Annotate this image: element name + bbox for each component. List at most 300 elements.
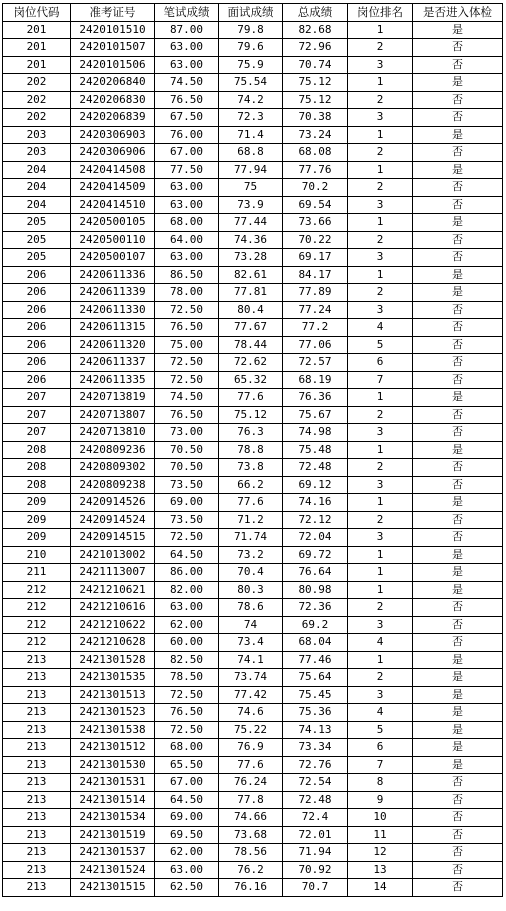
total-score-cell: 70.22 [283, 231, 348, 249]
written-score-cell: 73.00 [155, 424, 219, 442]
written-score-cell: 87.00 [155, 21, 219, 39]
exam-number-cell: 2420306903 [71, 126, 155, 144]
written-score-cell: 86.50 [155, 266, 219, 284]
post-rank-cell: 4 [348, 704, 413, 722]
post-rank-cell: 1 [348, 266, 413, 284]
table-row [3, 441, 503, 459]
medical-check-cell: 否 [413, 476, 503, 494]
post-code-cell: 205 [3, 214, 71, 232]
medical-check-cell: 是 [413, 441, 503, 459]
table-row [3, 634, 503, 652]
total-score-cell: 70.74 [283, 56, 348, 74]
exam-number-cell: 2420611339 [71, 284, 155, 302]
interview-score-cell: 76.2 [219, 861, 283, 879]
written-score-cell: 64.00 [155, 231, 219, 249]
interview-score-cell: 71.2 [219, 511, 283, 529]
interview-score-cell: 68.8 [219, 144, 283, 162]
total-score-cell: 75.12 [283, 74, 348, 92]
table-row [3, 91, 503, 109]
total-score-cell: 69.2 [283, 616, 348, 634]
exam-number-cell: 2421301537 [71, 844, 155, 862]
post-rank-cell: 3 [348, 56, 413, 74]
exam-number-cell: 2420500105 [71, 214, 155, 232]
post-code-cell: 212 [3, 599, 71, 617]
post-rank-cell: 7 [348, 371, 413, 389]
post-rank-cell: 1 [348, 441, 413, 459]
interview-score-cell: 77.81 [219, 284, 283, 302]
medical-check-cell: 否 [413, 406, 503, 424]
table-row [3, 791, 503, 809]
exam-number-cell: 2421301523 [71, 704, 155, 722]
post-code-cell: 213 [3, 756, 71, 774]
interview-score-cell: 76.9 [219, 739, 283, 757]
post-code-cell: 201 [3, 56, 71, 74]
post-rank-cell: 3 [348, 196, 413, 214]
post-rank-cell: 3 [348, 616, 413, 634]
post-rank-cell: 6 [348, 739, 413, 757]
exam-number-cell: 2420414510 [71, 196, 155, 214]
exam-number-cell: 2420713810 [71, 424, 155, 442]
table-row [3, 284, 503, 302]
written-score-cell: 72.50 [155, 301, 219, 319]
interview-score-cell: 66.2 [219, 476, 283, 494]
interview-score-cell: 77.42 [219, 686, 283, 704]
post-rank-cell: 2 [348, 599, 413, 617]
post-code-cell: 210 [3, 546, 71, 564]
interview-score-cell: 73.74 [219, 669, 283, 687]
total-score-cell: 71.94 [283, 844, 348, 862]
post-code-cell: 213 [3, 721, 71, 739]
header-row [3, 4, 503, 22]
table-row [3, 879, 503, 897]
post-rank-cell: 1 [348, 161, 413, 179]
total-score-cell: 68.19 [283, 371, 348, 389]
post-rank-cell: 2 [348, 669, 413, 687]
table-row [3, 476, 503, 494]
post-code-cell: 201 [3, 39, 71, 57]
medical-check-cell: 否 [413, 861, 503, 879]
interview-score-cell: 74.66 [219, 809, 283, 827]
medical-check-cell: 否 [413, 179, 503, 197]
interview-score-cell: 74 [219, 616, 283, 634]
post-code-cell: 211 [3, 564, 71, 582]
total-score-cell: 72.48 [283, 459, 348, 477]
written-score-cell: 63.00 [155, 861, 219, 879]
exam-number-cell: 2420101507 [71, 39, 155, 57]
written-score-cell: 72.50 [155, 686, 219, 704]
table-row [3, 529, 503, 547]
exam-number-cell: 2420611315 [71, 319, 155, 337]
post-code-cell: 206 [3, 284, 71, 302]
header-post-code: 岗位代码 [3, 4, 71, 22]
header-medical-check: 是否进入体检 [413, 4, 503, 22]
exam-number-cell: 2420206839 [71, 109, 155, 127]
total-score-cell: 69.17 [283, 249, 348, 267]
table-row [3, 861, 503, 879]
interview-score-cell: 79.8 [219, 21, 283, 39]
table-row [3, 494, 503, 512]
post-code-cell: 205 [3, 231, 71, 249]
written-score-cell: 67.00 [155, 774, 219, 792]
post-rank-cell: 1 [348, 21, 413, 39]
post-code-cell: 208 [3, 476, 71, 494]
medical-check-cell: 是 [413, 214, 503, 232]
header-written-score: 笔试成绩 [155, 4, 219, 22]
post-rank-cell: 3 [348, 476, 413, 494]
total-score-cell: 72.54 [283, 774, 348, 792]
medical-check-cell: 否 [413, 424, 503, 442]
total-score-cell: 70.38 [283, 109, 348, 127]
total-score-cell: 76.64 [283, 564, 348, 582]
interview-score-cell: 73.9 [219, 196, 283, 214]
total-score-cell: 72.96 [283, 39, 348, 57]
exam-number-cell: 2420611335 [71, 371, 155, 389]
written-score-cell: 67.00 [155, 144, 219, 162]
written-score-cell: 72.50 [155, 371, 219, 389]
post-rank-cell: 1 [348, 581, 413, 599]
interview-score-cell: 65.32 [219, 371, 283, 389]
medical-check-cell: 是 [413, 161, 503, 179]
table-row [3, 214, 503, 232]
post-code-cell: 213 [3, 879, 71, 897]
post-rank-cell: 2 [348, 406, 413, 424]
written-score-cell: 76.50 [155, 319, 219, 337]
post-code-cell: 203 [3, 144, 71, 162]
written-score-cell: 76.50 [155, 91, 219, 109]
table-header [3, 4, 503, 22]
interview-score-cell: 75.12 [219, 406, 283, 424]
interview-score-cell: 78.44 [219, 336, 283, 354]
exam-number-cell: 2420914515 [71, 529, 155, 547]
total-score-cell: 77.89 [283, 284, 348, 302]
total-score-cell: 72.01 [283, 826, 348, 844]
table-row [3, 126, 503, 144]
table-row [3, 581, 503, 599]
interview-score-cell: 73.2 [219, 546, 283, 564]
interview-score-cell: 73.8 [219, 459, 283, 477]
table-row [3, 564, 503, 582]
total-score-cell: 74.13 [283, 721, 348, 739]
total-score-cell: 72.04 [283, 529, 348, 547]
post-code-cell: 208 [3, 459, 71, 477]
interview-score-cell: 75.54 [219, 74, 283, 92]
total-score-cell: 73.24 [283, 126, 348, 144]
exam-number-cell: 2421301530 [71, 756, 155, 774]
post-rank-cell: 3 [348, 529, 413, 547]
exam-number-cell: 2421301514 [71, 791, 155, 809]
post-rank-cell: 5 [348, 336, 413, 354]
table-row [3, 424, 503, 442]
interview-score-cell: 71.74 [219, 529, 283, 547]
medical-check-cell: 否 [413, 844, 503, 862]
table-row [3, 546, 503, 564]
header-exam-number: 准考证号 [71, 4, 155, 22]
total-score-cell: 76.36 [283, 389, 348, 407]
written-score-cell: 64.50 [155, 546, 219, 564]
written-score-cell: 74.50 [155, 389, 219, 407]
exam-number-cell: 2420611320 [71, 336, 155, 354]
medical-check-cell: 是 [413, 686, 503, 704]
written-score-cell: 73.50 [155, 511, 219, 529]
post-rank-cell: 3 [348, 686, 413, 704]
total-score-cell: 74.16 [283, 494, 348, 512]
medical-check-cell: 否 [413, 371, 503, 389]
post-rank-cell: 3 [348, 301, 413, 319]
medical-check-cell: 是 [413, 546, 503, 564]
written-score-cell: 63.00 [155, 39, 219, 57]
written-score-cell: 63.00 [155, 599, 219, 617]
written-score-cell: 72.50 [155, 354, 219, 372]
post-rank-cell: 13 [348, 861, 413, 879]
exam-number-cell: 2421301519 [71, 826, 155, 844]
post-code-cell: 206 [3, 319, 71, 337]
medical-check-cell: 否 [413, 511, 503, 529]
medical-check-cell: 是 [413, 756, 503, 774]
header-interview-score: 面试成绩 [219, 4, 283, 22]
exam-number-cell: 2421210616 [71, 599, 155, 617]
table-row [3, 109, 503, 127]
exam-number-cell: 2420809238 [71, 476, 155, 494]
total-score-cell: 73.34 [283, 739, 348, 757]
interview-score-cell: 76.16 [219, 879, 283, 897]
written-score-cell: 78.50 [155, 669, 219, 687]
total-score-cell: 84.17 [283, 266, 348, 284]
total-score-cell: 77.06 [283, 336, 348, 354]
table-row [3, 826, 503, 844]
interview-score-cell: 77.67 [219, 319, 283, 337]
post-code-cell: 213 [3, 704, 71, 722]
total-score-cell: 77.2 [283, 319, 348, 337]
post-rank-cell: 1 [348, 74, 413, 92]
written-score-cell: 62.00 [155, 844, 219, 862]
medical-check-cell: 否 [413, 459, 503, 477]
total-score-cell: 75.12 [283, 91, 348, 109]
medical-check-cell: 是 [413, 721, 503, 739]
score-table [2, 3, 503, 897]
exam-number-cell: 2420306906 [71, 144, 155, 162]
interview-score-cell: 72.3 [219, 109, 283, 127]
written-score-cell: 76.50 [155, 406, 219, 424]
post-rank-cell: 2 [348, 459, 413, 477]
interview-score-cell: 70.4 [219, 564, 283, 582]
total-score-cell: 77.76 [283, 161, 348, 179]
post-code-cell: 209 [3, 529, 71, 547]
total-score-cell: 75.45 [283, 686, 348, 704]
medical-check-cell: 否 [413, 91, 503, 109]
written-score-cell: 65.50 [155, 756, 219, 774]
post-rank-cell: 1 [348, 214, 413, 232]
interview-score-cell: 77.44 [219, 214, 283, 232]
interview-score-cell: 80.3 [219, 581, 283, 599]
written-score-cell: 69.00 [155, 809, 219, 827]
exam-number-cell: 2420713819 [71, 389, 155, 407]
header-post-rank: 岗位排名 [348, 4, 413, 22]
total-score-cell: 68.04 [283, 634, 348, 652]
medical-check-cell: 是 [413, 581, 503, 599]
written-score-cell: 72.50 [155, 529, 219, 547]
interview-score-cell: 72.62 [219, 354, 283, 372]
post-rank-cell: 1 [348, 564, 413, 582]
exam-number-cell: 2421301538 [71, 721, 155, 739]
total-score-cell: 77.46 [283, 651, 348, 669]
medical-check-cell: 是 [413, 704, 503, 722]
post-code-cell: 204 [3, 196, 71, 214]
table-row [3, 809, 503, 827]
interview-score-cell: 77.6 [219, 389, 283, 407]
interview-score-cell: 73.68 [219, 826, 283, 844]
table-row [3, 844, 503, 862]
table-row [3, 756, 503, 774]
written-score-cell: 68.00 [155, 214, 219, 232]
total-score-cell: 72.48 [283, 791, 348, 809]
interview-score-cell: 71.4 [219, 126, 283, 144]
exam-number-cell: 2420611336 [71, 266, 155, 284]
medical-check-cell: 是 [413, 21, 503, 39]
table-row [3, 354, 503, 372]
total-score-cell: 75.67 [283, 406, 348, 424]
total-score-cell: 68.08 [283, 144, 348, 162]
table-row [3, 144, 503, 162]
post-rank-cell: 12 [348, 844, 413, 862]
written-score-cell: 78.00 [155, 284, 219, 302]
medical-check-cell: 是 [413, 669, 503, 687]
exam-number-cell: 2421301515 [71, 879, 155, 897]
exam-number-cell: 2420611330 [71, 301, 155, 319]
exam-number-cell: 2421301524 [71, 861, 155, 879]
medical-check-cell: 否 [413, 301, 503, 319]
post-code-cell: 204 [3, 179, 71, 197]
interview-score-cell: 76.3 [219, 424, 283, 442]
total-score-cell: 72.76 [283, 756, 348, 774]
exam-number-cell: 2420914524 [71, 511, 155, 529]
post-rank-cell: 1 [348, 389, 413, 407]
exam-number-cell: 2420414509 [71, 179, 155, 197]
written-score-cell: 70.50 [155, 441, 219, 459]
post-rank-cell: 2 [348, 39, 413, 57]
post-code-cell: 213 [3, 774, 71, 792]
medical-check-cell: 否 [413, 319, 503, 337]
table-row [3, 266, 503, 284]
post-rank-cell: 5 [348, 721, 413, 739]
post-code-cell: 206 [3, 266, 71, 284]
medical-check-cell: 否 [413, 231, 503, 249]
post-code-cell: 207 [3, 389, 71, 407]
exam-number-cell: 2421301512 [71, 739, 155, 757]
medical-check-cell: 否 [413, 529, 503, 547]
post-code-cell: 212 [3, 634, 71, 652]
medical-check-cell: 否 [413, 249, 503, 267]
table-row [3, 774, 503, 792]
table-row [3, 231, 503, 249]
total-score-cell: 69.72 [283, 546, 348, 564]
medical-check-cell: 否 [413, 616, 503, 634]
exam-number-cell: 2420414508 [71, 161, 155, 179]
medical-check-cell: 否 [413, 39, 503, 57]
post-rank-cell: 1 [348, 126, 413, 144]
written-score-cell: 82.00 [155, 581, 219, 599]
exam-number-cell: 2420206830 [71, 91, 155, 109]
total-score-cell: 75.64 [283, 669, 348, 687]
post-rank-cell: 2 [348, 284, 413, 302]
interview-score-cell: 74.2 [219, 91, 283, 109]
post-code-cell: 206 [3, 336, 71, 354]
interview-score-cell: 77.8 [219, 791, 283, 809]
exam-number-cell: 2420500110 [71, 231, 155, 249]
total-score-cell: 70.92 [283, 861, 348, 879]
written-score-cell: 69.50 [155, 826, 219, 844]
medical-check-cell: 否 [413, 791, 503, 809]
post-code-cell: 202 [3, 74, 71, 92]
table-row [3, 39, 503, 57]
post-rank-cell: 8 [348, 774, 413, 792]
medical-check-cell: 是 [413, 266, 503, 284]
table-row [3, 406, 503, 424]
post-rank-cell: 2 [348, 144, 413, 162]
interview-score-cell: 80.4 [219, 301, 283, 319]
post-rank-cell: 7 [348, 756, 413, 774]
medical-check-cell: 否 [413, 774, 503, 792]
exam-number-cell: 2421301531 [71, 774, 155, 792]
medical-check-cell: 否 [413, 354, 503, 372]
interview-score-cell: 73.28 [219, 249, 283, 267]
medical-check-cell: 否 [413, 809, 503, 827]
post-code-cell: 207 [3, 406, 71, 424]
table-row [3, 161, 503, 179]
written-score-cell: 77.50 [155, 161, 219, 179]
table-body [3, 21, 503, 896]
medical-check-cell: 否 [413, 599, 503, 617]
table-row [3, 459, 503, 477]
medical-check-cell: 是 [413, 284, 503, 302]
exam-number-cell: 2420500107 [71, 249, 155, 267]
table-row [3, 651, 503, 669]
table-row [3, 669, 503, 687]
medical-check-cell: 否 [413, 109, 503, 127]
written-score-cell: 63.00 [155, 179, 219, 197]
interview-score-cell: 78.6 [219, 599, 283, 617]
table-row [3, 721, 503, 739]
interview-score-cell: 74.36 [219, 231, 283, 249]
medical-check-cell: 否 [413, 56, 503, 74]
written-score-cell: 73.50 [155, 476, 219, 494]
table-row [3, 686, 503, 704]
table-row [3, 56, 503, 74]
post-rank-cell: 3 [348, 249, 413, 267]
written-score-cell: 76.00 [155, 126, 219, 144]
written-score-cell: 74.50 [155, 74, 219, 92]
written-score-cell: 70.50 [155, 459, 219, 477]
medical-check-cell: 否 [413, 144, 503, 162]
post-code-cell: 204 [3, 161, 71, 179]
post-code-cell: 203 [3, 126, 71, 144]
exam-number-cell: 2421210628 [71, 634, 155, 652]
total-score-cell: 77.24 [283, 301, 348, 319]
post-rank-cell: 6 [348, 354, 413, 372]
table-row [3, 196, 503, 214]
written-score-cell: 86.00 [155, 564, 219, 582]
medical-check-cell: 是 [413, 389, 503, 407]
exam-number-cell: 2420611337 [71, 354, 155, 372]
table-row [3, 301, 503, 319]
interview-score-cell: 74.6 [219, 704, 283, 722]
exam-number-cell: 2420809236 [71, 441, 155, 459]
interview-score-cell: 77.6 [219, 494, 283, 512]
post-rank-cell: 1 [348, 494, 413, 512]
table-row [3, 511, 503, 529]
post-code-cell: 213 [3, 844, 71, 862]
post-rank-cell: 2 [348, 511, 413, 529]
post-code-cell: 201 [3, 21, 71, 39]
